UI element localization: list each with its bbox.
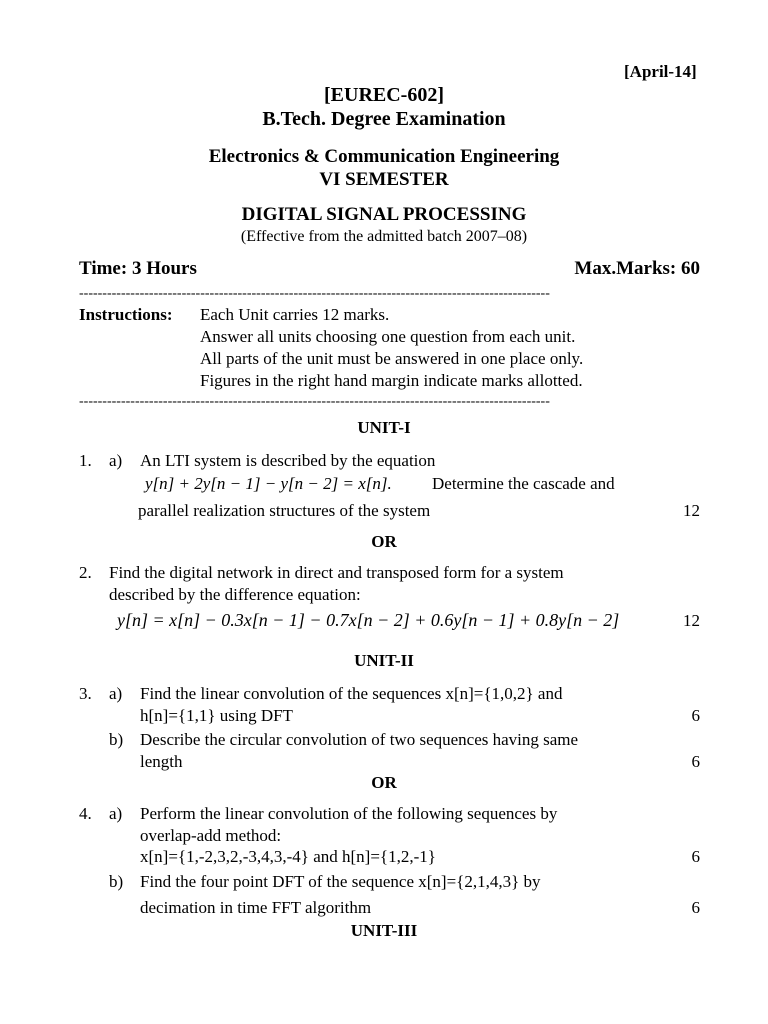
question-text: Find the linear convolution of the sequences x[n]={1,0,2} and [140,684,563,703]
instruction-line: Answer all units choosing one question from each unit. [200,327,576,346]
question-text: length [140,752,183,771]
part-label: a) [109,684,123,703]
instruction-line: All parts of the unit must be answered in one place only. [200,349,584,368]
instruction-line: Figures in the right hand margin indicate marks allotted. [200,371,583,390]
marks: 12 [683,611,700,630]
marks: 6 [691,752,700,771]
equation: y[n] = x[n] − 0.3x[n − 1] − 0.7x[n − 2] + 0.6y[n − 1] + 0.8y[n − 2] [117,610,620,630]
semester-title: VI SEMESTER [319,169,449,190]
time-allowed: Time: 3 Hours [79,258,197,279]
question-number: 3. [79,684,92,703]
marks: 6 [691,898,700,917]
or-divider: OR [371,532,397,551]
question-text: described by the difference equation: [109,585,361,604]
question-text: decimation in time FFT algorithm [140,898,372,917]
subject-title: DIGITAL SIGNAL PROCESSING [241,204,527,225]
question-number: 4. [79,804,92,823]
separator-bottom: ----------------------------------------------------------------------------------------------------- [79,395,550,409]
degree-title: B.Tech. Degree Examination [262,108,506,130]
instructions-label: Instructions: [79,305,173,324]
branch-title: Electronics & Communication Engineering [208,146,560,167]
marks: 12 [683,501,700,520]
unit-heading: UNIT-I [357,418,411,437]
question-text: x[n]={1,-2,3,2,-3,4,3,-4} and h[n]={1,2,-1} [140,847,436,866]
effective-note: (Effective from the admitted batch 2007–08) [240,228,528,245]
paper-code: [EUREC-602] [324,84,444,106]
question-text: overlap-add method: [140,826,282,845]
part-label: b) [109,872,124,891]
unit-heading: UNIT-III [350,921,418,940]
question-text: parallel realization structures of the system [138,501,431,520]
exam-date: [April-14] [624,62,697,81]
instruction-line: Each Unit carries 12 marks. [200,305,390,324]
equation: y[n] + 2y[n − 1] − y[n − 2] = x[n]. [145,474,392,493]
marks: 6 [691,706,700,725]
question-text: An LTI system is described by the equation [140,451,436,470]
part-label: b) [109,730,124,749]
question-text: h[n]={1,1} using DFT [140,706,293,725]
or-divider: OR [371,773,397,792]
question-number: 1. [79,451,92,470]
question-number: 2. [79,563,92,582]
question-text: Find the digital network in direct and transposed form for a system [109,563,564,582]
marks: 6 [691,847,700,866]
question-text: Determine the cascade and [432,474,615,493]
max-marks: Max.Marks: 60 [574,258,700,279]
question-text: Find the four point DFT of the sequence x[n]={2,1,4,3} by [140,872,541,891]
separator-top: ----------------------------------------------------------------------------------------------------- [79,287,550,301]
part-label: a) [109,451,123,470]
question-text: Describe the circular convolution of two sequences having same [140,730,579,749]
question-text: Perform the linear convolution of the following sequences by [140,804,558,823]
unit-heading: UNIT-II [354,651,414,670]
part-label: a) [109,804,123,823]
